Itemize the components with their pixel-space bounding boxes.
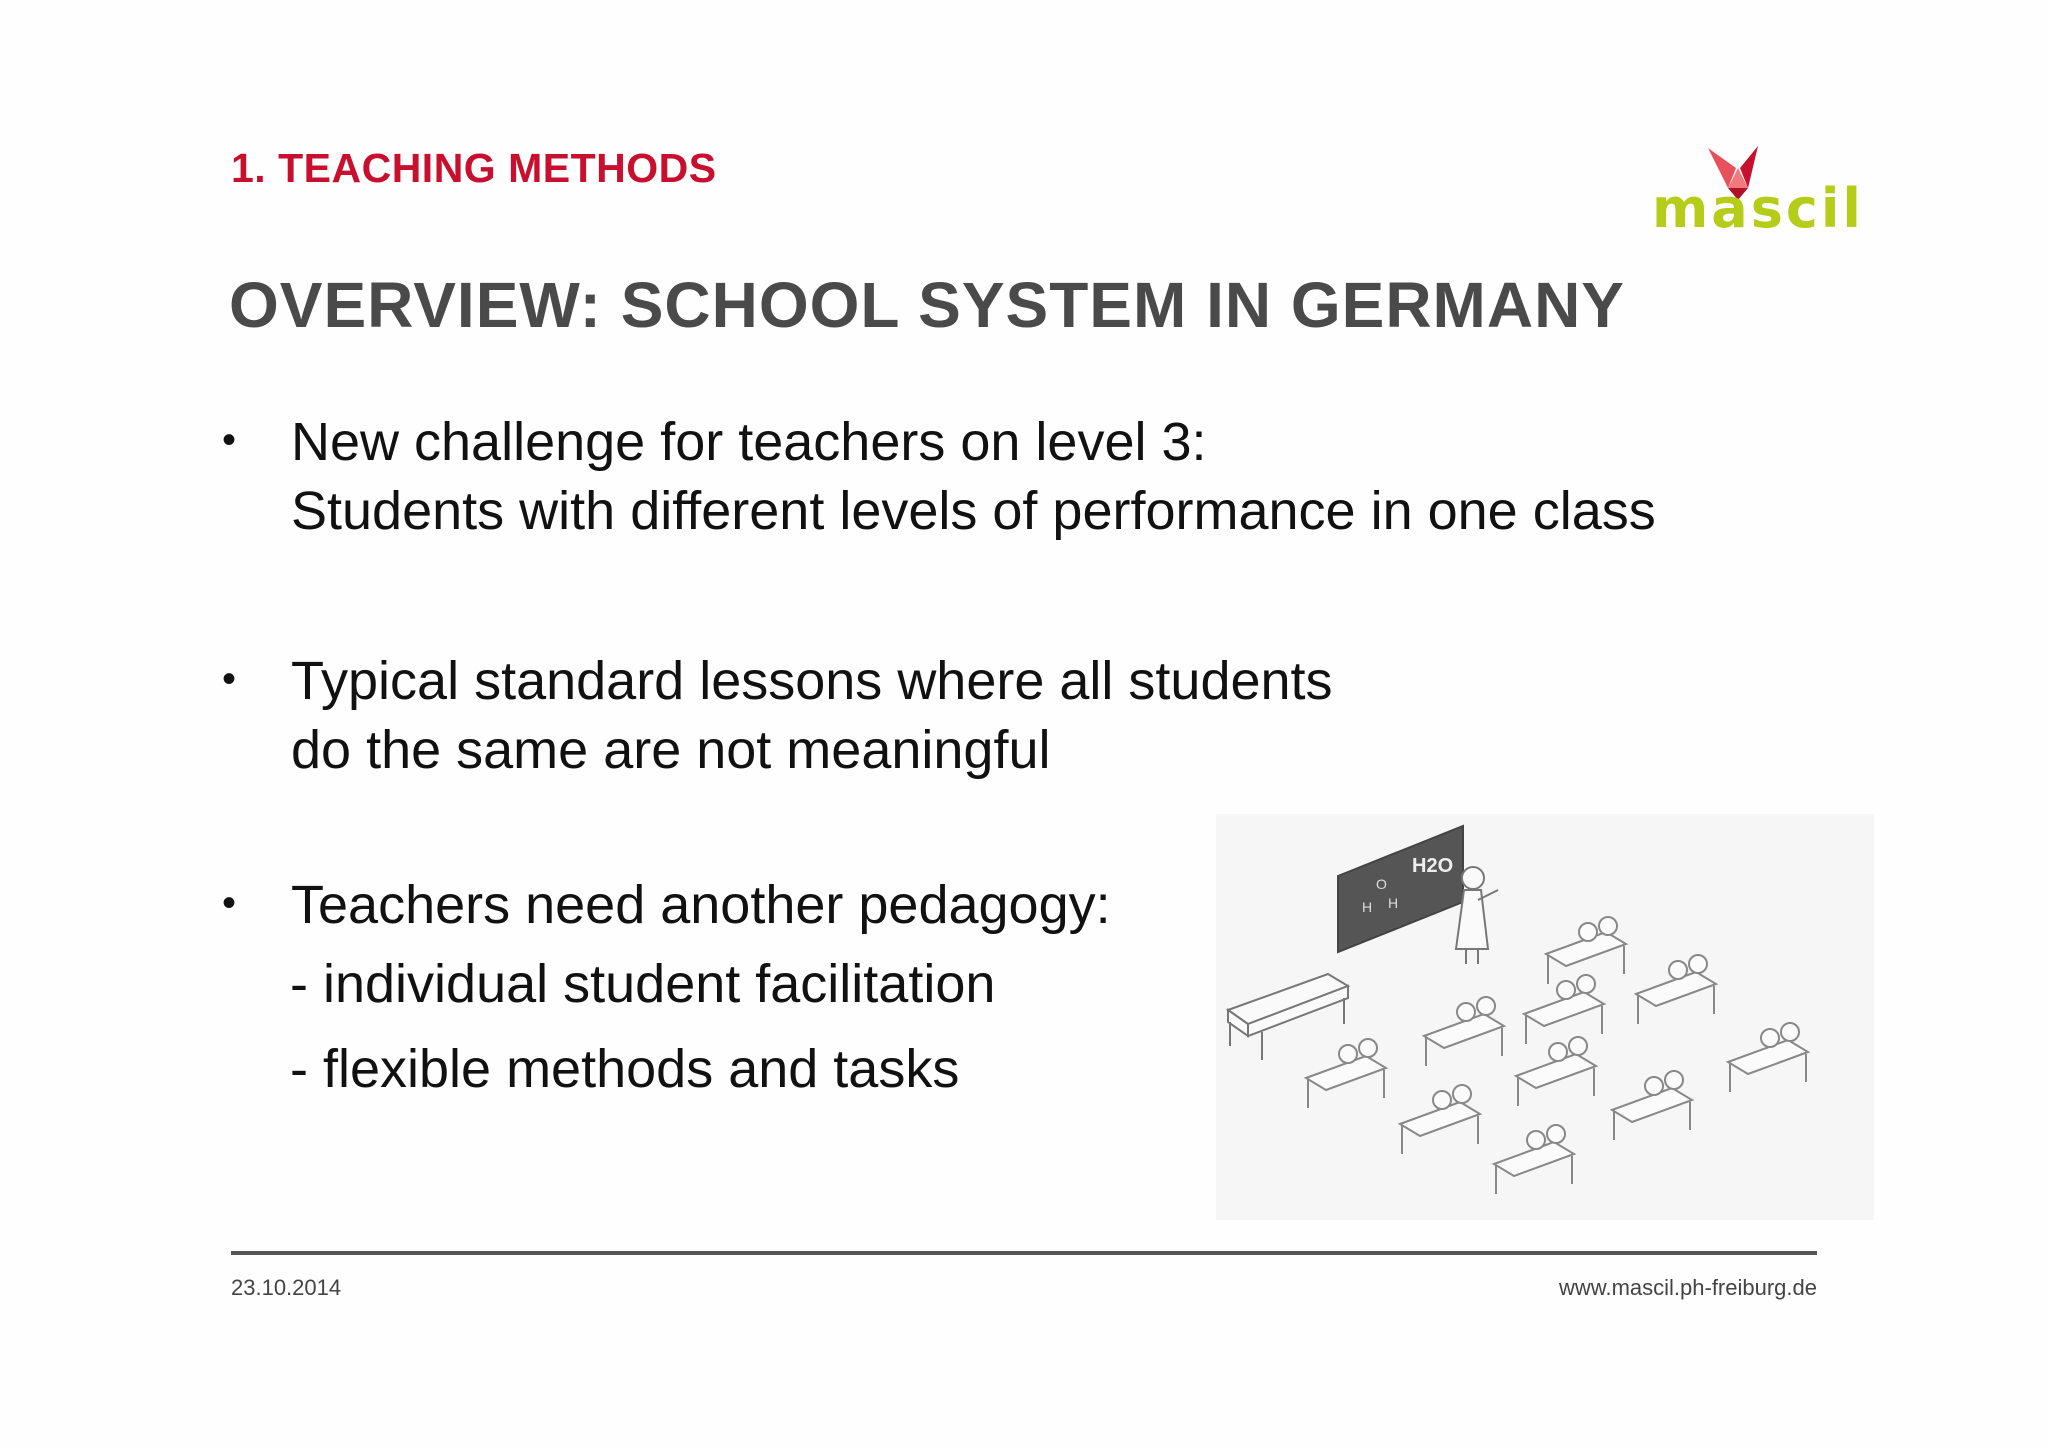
sub-item: - individual student facilitation — [290, 954, 996, 1014]
board-atom: H — [1362, 899, 1373, 915]
bullet-text — [291, 871, 1111, 940]
bullet-line: Students with different levels of performance in one class — [291, 481, 1656, 541]
bullet-line: do the same are not meaningful — [291, 720, 1051, 780]
bullet-line: Typical standard lessons where all students — [291, 651, 1333, 711]
bullet-icon: • — [222, 418, 237, 462]
page-title: OVERVIEW: SCHOOL SYSTEM IN GERMANY — [229, 269, 1625, 341]
bullet-icon: • — [222, 881, 237, 925]
bullet-text — [291, 647, 1333, 785]
board-atom: O — [1376, 876, 1387, 892]
board-formula: H2O — [1412, 855, 1454, 877]
bullet-line: Teachers need another pedagogy: — [291, 875, 1111, 935]
footer-url: www.mascil.ph-freiburg.de — [1559, 1275, 1817, 1300]
footer-divider — [231, 1251, 1817, 1255]
section-title: 1. TEACHING METHODS — [231, 145, 717, 191]
bullet-icon: • — [222, 657, 237, 701]
classroom-illustration — [1216, 814, 1874, 1220]
bullet-line: New challenge for teachers on level 3: — [291, 412, 1207, 472]
logo-wordmark: mascil — [1652, 177, 1864, 240]
footer-date: 23.10.2014 — [231, 1275, 342, 1300]
sub-item: - flexible methods and tasks — [290, 1039, 960, 1099]
board-atom: H — [1388, 895, 1399, 911]
bullet-text — [291, 408, 1656, 546]
